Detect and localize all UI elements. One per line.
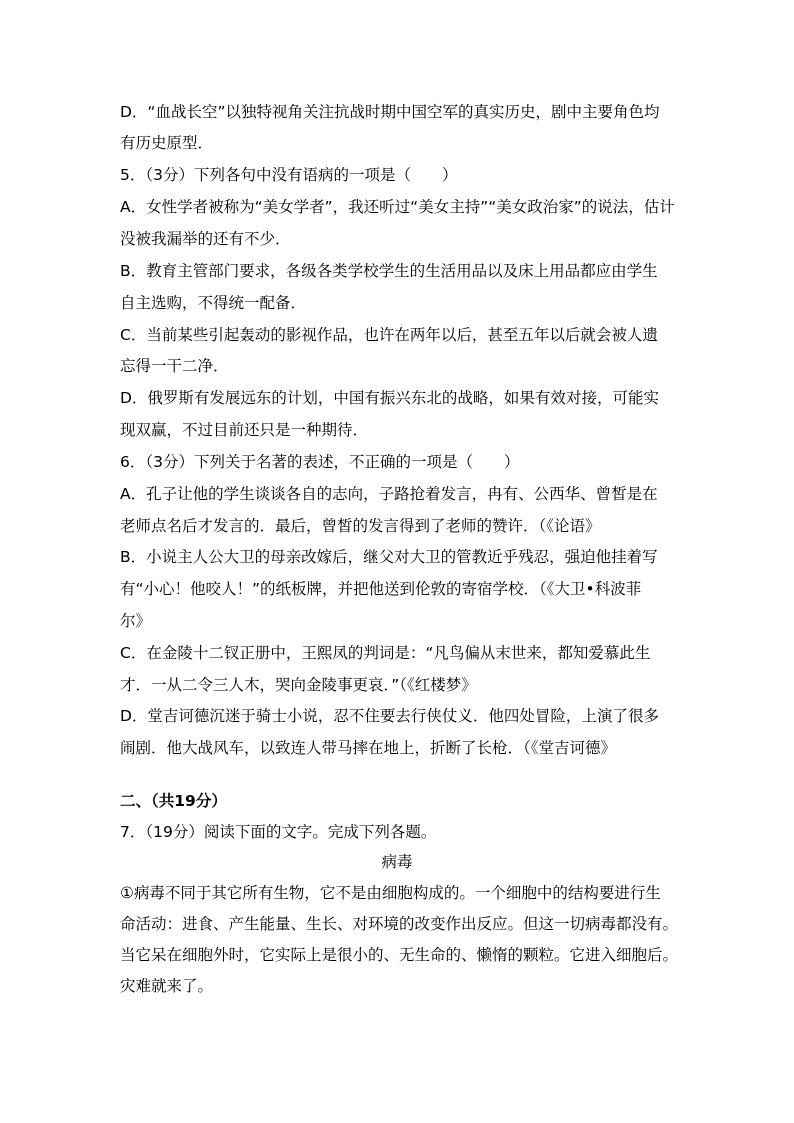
option-b-q6-line3: 尔》	[120, 612, 152, 630]
option-d-q6-line2: 闹剧．他大战风车，以致连人带马摔在地上，折断了长枪．（《堂吉诃德》	[120, 739, 617, 757]
option-a-q5-line2: 没被我漏举的还有不少．	[120, 230, 291, 248]
option-a-q5-line1: A．女性学者被称为“美女学者”，我还听过“美女主持”“美女政治家”的说法，估计	[120, 198, 675, 216]
option-b-q5-line1: B．教育主管部门要求，各级各类学校学生的生活用品以及床上用品都应由学生	[120, 262, 658, 280]
option-d-q5-line1: D．俄罗斯有发展远东的计划，中国有振兴东北的战略，如果有效对接，可能实	[120, 389, 659, 407]
question-6: 6．（3分）下列关于名著的表述，不正确的一项是（ ）	[120, 453, 520, 471]
option-b-q6-line2: 有“小心！他咬人！”的纸板牌，并把他送到伦敦的寄宿学校．（《大卫•科波菲	[120, 580, 642, 598]
option-d-q4-line1: D．“血战长空”以独特视角关注抗战时期中国空军的真实历史，剧中主要角色均	[120, 103, 660, 121]
option-d-q6-line1: D．堂吉诃德沉迷于骑士小说，忍不住要去行侠仗义．他四处冒险，上演了很多	[120, 707, 659, 725]
option-a-q6-line2: 老师点名后才发言的．最后，曾皙的发言得到了老师的赞许．（《论语》	[120, 517, 601, 535]
section-heading: 二、（共19分）	[120, 792, 227, 810]
option-d-q5-line2: 现双赢，不过目前还只是一种期待．	[120, 421, 369, 439]
option-c-q5-line2: 忘得一干二净．	[120, 357, 229, 375]
question-7: 7．（19分）阅读下面的文字。完成下列各题。	[120, 823, 437, 841]
paragraph-1-line2: 命活动：进食、产生能量、生长、对环境的改变作出反应。但这一切病毒都没有。	[120, 915, 679, 933]
option-c-q6-line2: 才．一从二令三人木，哭向金陵事更哀．”（《红楼梦》	[120, 676, 477, 694]
option-d-q4-line2: 有历史原型．	[120, 134, 214, 152]
paragraph-1-line3: 当它呆在细胞外时，它实际上是很小的、无生命的、懒惰的颗粒。它进入细胞后。	[120, 946, 679, 964]
passage-title: 病毒	[381, 853, 413, 871]
option-a-q6-line1: A．孔子让他的学生谈谈各自的志向，子路抢着发言，冉有、公西华、曾皙是在	[120, 485, 658, 503]
option-b-q6-line1: B．小说主人公大卫的母亲改嫁后，继父对大卫的管教近乎残忍，强迫他挂着写	[120, 548, 658, 566]
option-b-q5-line2: 自主选购，不得统一配备．	[120, 294, 307, 312]
paragraph-1-line4: 灾难就来了。	[120, 977, 214, 995]
question-5: 5．（3分）下列各句中没有语病的一项是（ ）	[120, 166, 458, 184]
paragraph-1-line1: ①病毒不同于其它所有生物，它不是由细胞构成的。一个细胞中的结构要进行生	[120, 884, 661, 902]
option-c-q6-line1: C．在金陵十二钗正册中，王熙凤的判词是：“凡鸟偏从末世来，都知爱慕此生	[120, 644, 651, 662]
option-c-q5-line1: C．当前某些引起轰动的影视作品，也许在两年以后，甚至五年以后就会被人遗	[120, 326, 658, 344]
